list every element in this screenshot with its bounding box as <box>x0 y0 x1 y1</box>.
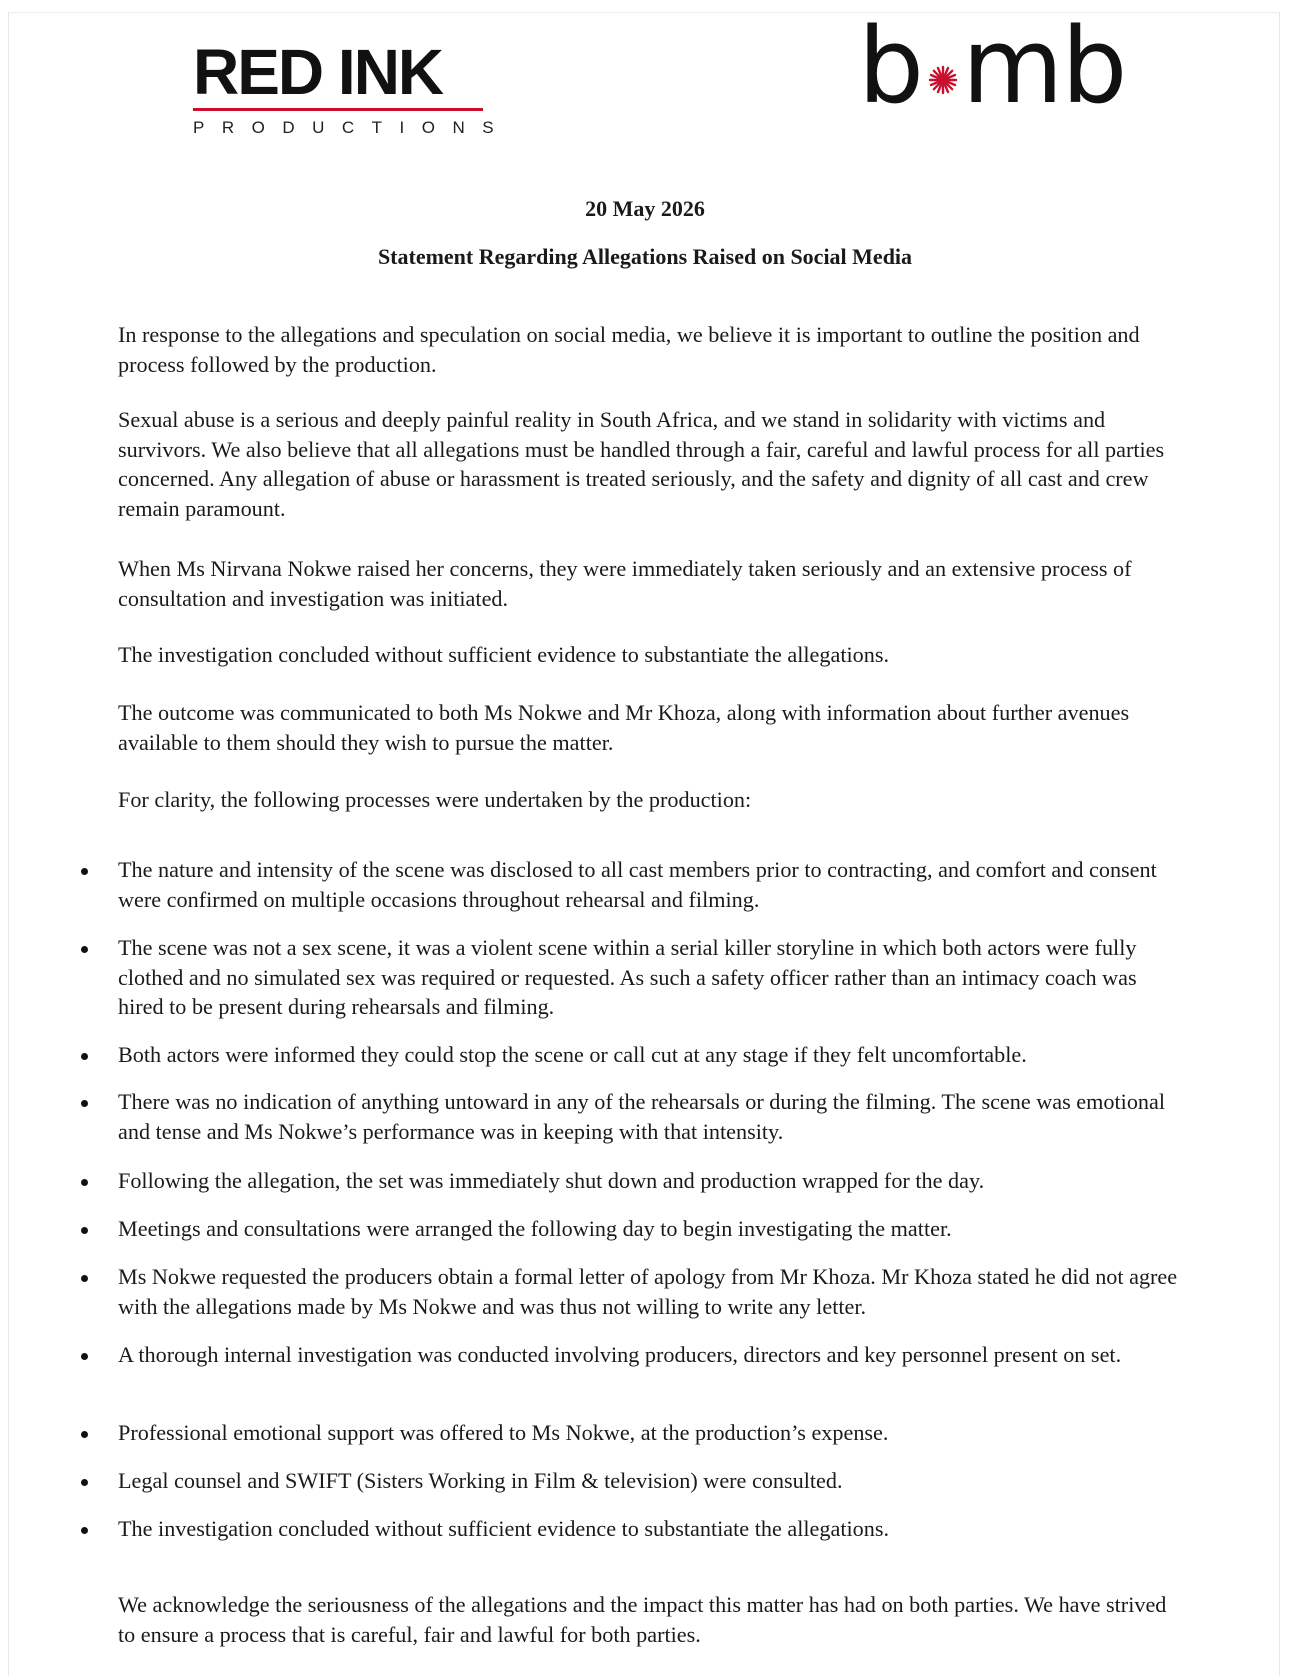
bullet-icon <box>81 1479 88 1486</box>
list-item <box>118 855 1178 914</box>
bullet-icon <box>81 1179 88 1186</box>
paragraph-clarity: For clarity, the following processes were undertaken by the production: <box>118 787 752 812</box>
paragraph-outcome: The outcome was communicated to both Ms Nokwe and Mr Khoza, along with information about further avenues available to them should they wish to pursue the matter. <box>118 700 1130 755</box>
bullet-icon <box>81 1431 88 1438</box>
bullet-icon <box>81 1353 88 1360</box>
bullet-icon <box>81 1227 88 1234</box>
red-ink-logo <box>193 36 512 138</box>
statement-title: Statement Regarding Allegations Raised on Social Media <box>377 244 913 269</box>
list-item-text: Professional emotional support was offered to Ms Nokwe, at the production’s expense. <box>118 1420 889 1445</box>
list-item <box>118 1340 1178 1370</box>
list-item <box>118 1040 1178 1070</box>
bomb-logo <box>858 5 1126 127</box>
bomb-logo-letter-b: b <box>858 5 923 127</box>
list-item <box>118 1418 1178 1448</box>
list-item <box>118 1466 1178 1496</box>
list-item-text: Ms Nokwe requested the producers obtain a formal letter of apology from Mr Khoza. Mr Khoza stated he did not agree with the allegations made by Ms Nokwe and was thus not willing to write any letter. <box>118 1264 1178 1319</box>
bullet-icon <box>81 1527 88 1534</box>
bullet-icon <box>81 868 88 875</box>
bullet-icon <box>81 1100 88 1107</box>
paragraph-intro: In response to the allegations and speculation on social media, we believe it is important to outline the position and process followed by the production. <box>118 322 1140 377</box>
paragraph-conclusion: The investigation concluded without sufficient evidence to substantiate the allegations. <box>118 642 890 667</box>
bullet-icon <box>81 1053 88 1060</box>
bomb-logo-letters-mb: mb <box>962 5 1126 127</box>
list-item-text: A thorough internal investigation was conducted involving producers, directors and key personnel present on set. <box>118 1342 1122 1367</box>
red-ink-logo-brand: RED INK <box>193 36 443 108</box>
list-item <box>118 1087 1178 1146</box>
bullet-icon <box>81 1275 88 1282</box>
red-starburst-icon <box>928 65 958 95</box>
list-item <box>118 933 1178 1022</box>
red-ink-logo-subtitle: PRODUCTIONS <box>193 118 512 137</box>
list-item-text: The scene was not a sex scene, it was a violent scene within a serial killer storyline in which both actors were fully clothed and no simulated sex was required or requested. As such a safety officer rather than an intimacy coach was hired to be present during rehearsals and filming. <box>118 935 1137 1019</box>
list-item-text: Meetings and consultations were arranged the following day to begin investigating the matter. <box>118 1216 952 1241</box>
list-item-text: Both actors were informed they could stop the scene or call cut at any stage if they felt uncomfortable. <box>118 1042 1027 1067</box>
list-item-text: Legal counsel and SWIFT (Sisters Working in Film & television) were consulted. <box>118 1468 843 1493</box>
red-ink-logo-rule <box>193 108 483 111</box>
list-item <box>118 1262 1178 1321</box>
statement-date: 20 May 2026 <box>585 196 705 221</box>
list-item-text: The nature and intensity of the scene was disclosed to all cast members prior to contracting, and comfort and consent were confirmed on multiple occasions throughout rehearsal and filming. <box>118 857 1157 912</box>
list-item <box>118 1166 1178 1196</box>
paragraph-closing: We acknowledge the seriousness of the allegations and the impact this matter has had on both parties. We have strived to ensure a process that is careful, fair and lawful for both parties. <box>118 1592 1167 1647</box>
bullet-icon <box>81 946 88 953</box>
paragraph-concerns: When Ms Nirvana Nokwe raised her concerns, they were immediately taken seriously and an extensive process of consultation and investigation was initiated. <box>118 556 1132 611</box>
list-item-text: Following the allegation, the set was immediately shut down and production wrapped for the day. <box>118 1168 985 1193</box>
list-item-text: The investigation concluded without sufficient evidence to substantiate the allegations. <box>118 1516 890 1541</box>
paragraph-solidarity: Sexual abuse is a serious and deeply painful reality in South Africa, and we stand in solidarity with victims and survivors. We also believe that all allegations must be handled through a fair, careful and lawful process for all parties concerned. Any allegation of abuse or harassment is treated seriously, and the safety and dignity of all cast and crew remain paramount. <box>118 407 1165 521</box>
list-item <box>118 1514 1178 1544</box>
list-item <box>118 1214 1178 1244</box>
list-item-text: There was no indication of anything untoward in any of the rehearsals or during the filming. The scene was emotional and tense and Ms Nokwe’s performance was in keeping with that intensity. <box>118 1089 1166 1144</box>
